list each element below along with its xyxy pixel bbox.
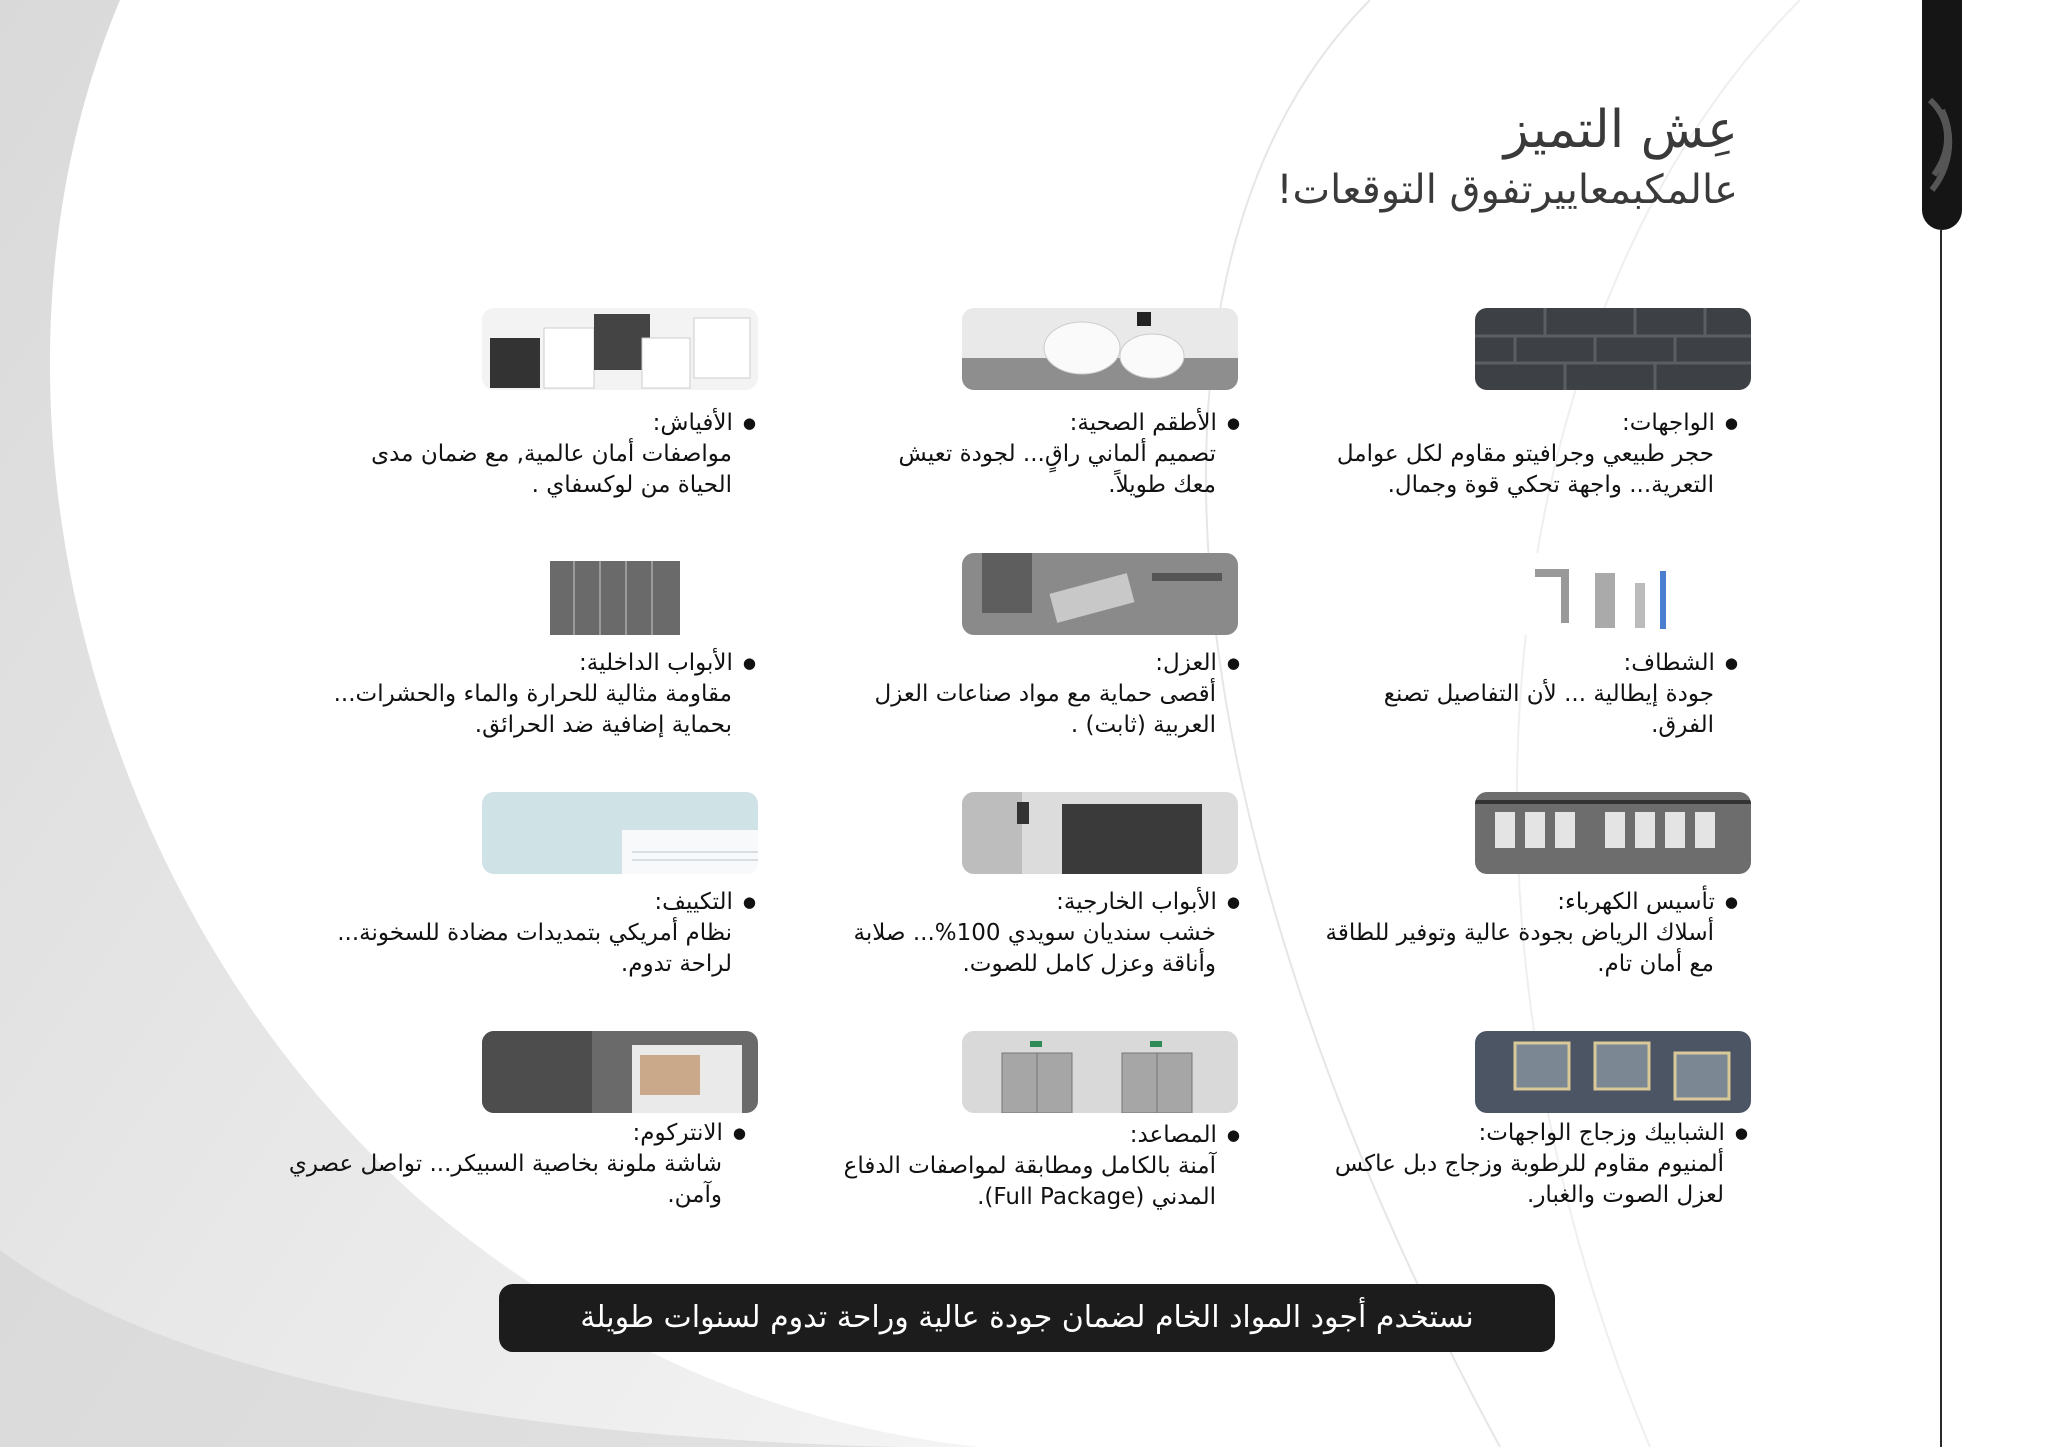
feature-description: مواصفات أمان عالمية, مع ضمان مدى الحياة من لوكسفاي . [371,441,732,498]
feature-ac [296,887,756,980]
feature-title: ● تأسيس الكهرباء: [1318,887,1738,918]
feature-description: خشب سنديان سويدي 100%... صلابة وأناقة وعزل كامل للصوت. [853,920,1216,977]
feature-title: ● المصاعد: [800,1120,1240,1151]
feature-electrical [1318,887,1738,980]
feature-title: ● الشطاف: [1318,648,1738,679]
feature-description: نظام أمريكي بتمديدات مضادة للسخونة... لراحة تدوم. [337,920,732,977]
feature-facades [1278,408,1738,501]
feature-sockets [356,408,756,501]
feature-description: آمنة بالكامل ومطابقة لمواصفات الدفاع المدني (Full Package). [843,1153,1216,1210]
brand-logo-bar [1922,0,1962,230]
bottom-banner: نستخدم أجود المواد الخام لضمان جودة عالية وراحة تدوم لسنوات طويلة [499,1284,1555,1352]
vertical-divider [1940,230,1942,1447]
bidet-sprayer-photo [1475,553,1751,635]
page-subtitle: عالمكبمعاييرتفوق التوقعات! [1276,167,1738,213]
feature-exterior-doors [820,887,1240,980]
electrical-panel-photo [1475,792,1751,874]
feature-insulation [840,648,1240,741]
feature-title: ● الواجهات: [1278,408,1738,439]
feature-title: ● الأطقم الصحية: [850,408,1240,439]
feature-description: أقصى حماية مع مواد صناعات العزل العربية (ثابت) . [874,681,1216,738]
intercom-photo [482,1031,758,1113]
stone-cladding-photo [1475,308,1751,390]
feature-title: ● الأفياش: [356,408,756,439]
toilet-bidet-photo [962,308,1238,390]
feature-interior-doors [296,648,756,741]
feature-description: شاشة ملونة بخاصية السبيكر... تواصل عصري وآمن. [288,1151,722,1208]
wall-sockets-photo [482,308,758,390]
feature-description: مقاومة مثالية للحرارة والماء والحشرات... بحماية إضافية ضد الحرائق. [333,681,732,738]
elevators-photo [962,1031,1238,1113]
exterior-door-photo [962,792,1238,874]
insulation-work-photo [962,553,1238,635]
feature-elevators [800,1120,1240,1213]
feature-intercom [286,1118,746,1211]
feature-windows [1308,1118,1748,1211]
feature-description: أسلاك الرياض بجودة عالية وتوفير للطاقة مع أمان تام. [1325,920,1714,977]
interior-doors-photo [482,553,758,635]
feature-title: ● الأبواب الداخلية: [296,648,756,679]
feature-sanitary [850,408,1240,501]
feature-description: تصميم ألماني راقٍ... لجودة تعيش معك طويلاً. [898,441,1216,498]
feature-title: ● التكييف: [296,887,756,918]
feature-title: ● الشبابيك وزجاج الواجهات: [1308,1118,1748,1149]
page-heading [1276,98,1738,216]
feature-title: ● الانتركوم: [286,1118,746,1149]
air-conditioner-photo [482,792,758,874]
feature-bidet [1318,648,1738,741]
feature-title: ● العزل: [840,648,1240,679]
windows-facade-photo [1475,1031,1751,1113]
feature-description: جودة إيطالية ... لأن التفاصيل تصنع الفرق. [1383,681,1714,738]
feature-description: حجر طبيعي وجرافيتو مقاوم لكل عوامل التعرية... واجهة تحكي قوة وجمال. [1336,441,1714,498]
feature-description: ألمنيوم مقاوم للرطوبة وزجاج دبل عاكس لعزل الصوت والغبار. [1334,1151,1724,1208]
feature-title: ● الأبواب الخارجية: [820,887,1240,918]
page-title: عِش التميز [1503,100,1738,160]
